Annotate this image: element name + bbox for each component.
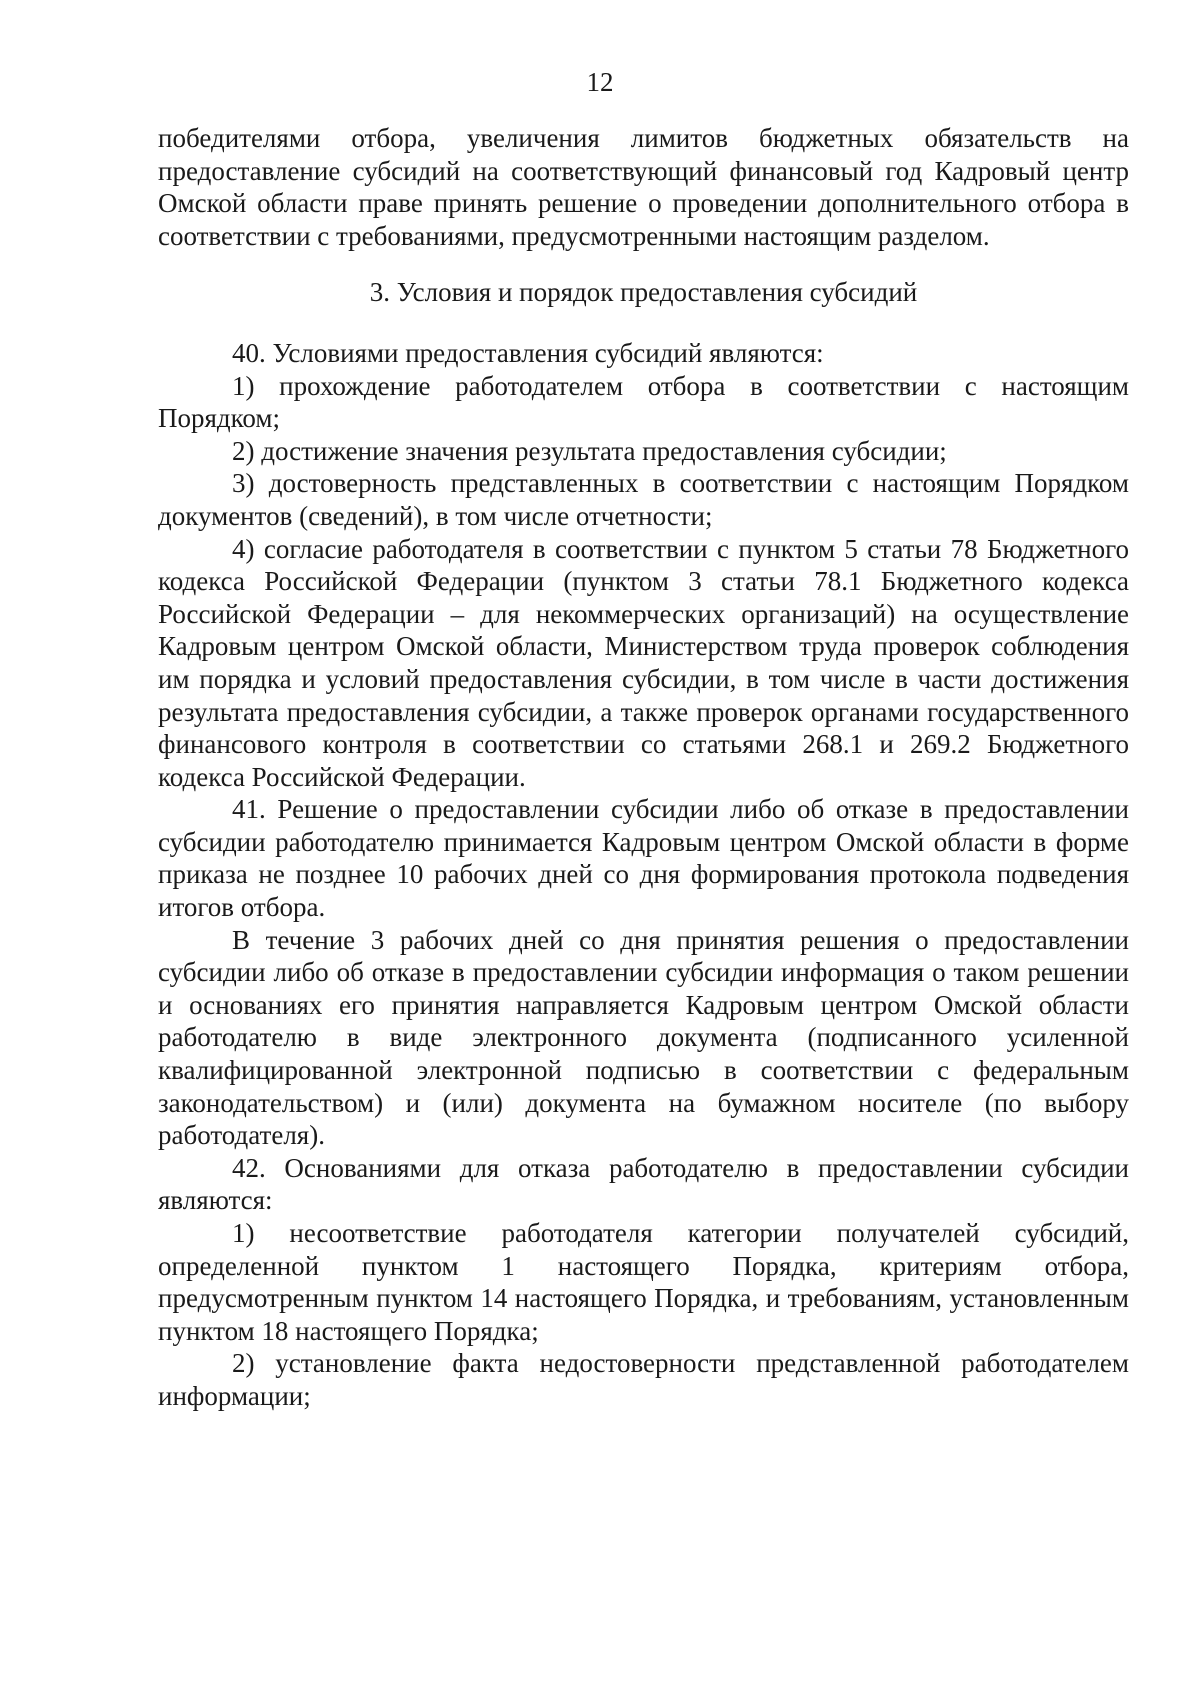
section-heading: 3. Условия и порядок предоставления субсидий <box>369 277 918 308</box>
clause-42: 42. Основаниями для отказа работодателю в предоставлении субсидии являются: <box>158 1152 1129 1216</box>
clause-40: 40. Условиями предоставления субсидий являются: <box>232 337 824 368</box>
clause-42-item-2: 2) установление факта недостоверности представленной работодателем информации; <box>158 1348 1129 1411</box>
page-number: 12 <box>586 67 614 97</box>
continuation-paragraph: победителями отбора, увеличения лимитов бюджетных обязательств на предоставление субсидий на соответствующий финансовый год Кадровый центр Омской области праве принять решение о проведении дополнительного отбора в соответствии с требованиями, предусмотренными настоящим разделом. <box>158 123 1129 251</box>
document-body <box>158 122 1129 1413</box>
clause-40-item-2: 2) достижение значения результата предоставления субсидии; <box>232 435 947 466</box>
clause-41: 41. Решение о предоставлении субсидии либо об отказе в предоставлении субсидии работодателю принимается Кадровым центром Омской области в форме приказа не позднее 10 рабочих дней со дня формирования протокола подведения итогов отбора. <box>158 794 1129 923</box>
clause-41-notification: В течение 3 рабочих дней со дня принятия решения о предоставлении субсидии либо об отказе в предоставлении субсидии информация о таком решении и основаниях его принятия направляется Кадровым центром Омской области работодателю в виде электронного документа (подписанного усиленной квалифицированной электронной подписью в соответствии с федеральным законодательством) и (или) документа на бумажном носителе (по выбору работодателя). <box>158 924 1129 1151</box>
clause-42-item-1: 1) несоответствие работодателя категории получателей субсидий, определенной пунктом 1 настоящего Порядка, критериям отбора, предусмотренным пунктом 14 настоящего Порядка, и требованиям, установленным пунктом 18 настоящего Порядка; <box>158 1218 1129 1346</box>
clause-40-item-1: 1) прохождение работодателем отбора в соответствии с настоящим Порядком; <box>158 370 1129 434</box>
clause-40-item-4: 4) согласие работодателя в соответствии с пунктом 5 статьи 78 Бюджетного кодекса Российской Федерации (пунктом 3 статьи 78.1 Бюджетного кодекса Российской Федерации – для некоммерческих организаций) на осуществление Кадровым центром Омской области, Министерством труда проверок соблюдения им порядка и условий предоставления субсидии, в том числе в части достижения результата предоставления субсидии, а также проверок органами государственного финансового контроля в соответствии со статьями 268.1 и 269.2 Бюджетного кодекса Российской Федерации. <box>158 533 1129 792</box>
clause-40-item-3: 3) достоверность представленных в соответствии с настоящим Порядком документов (сведений), в том числе отчетности; <box>158 468 1129 531</box>
